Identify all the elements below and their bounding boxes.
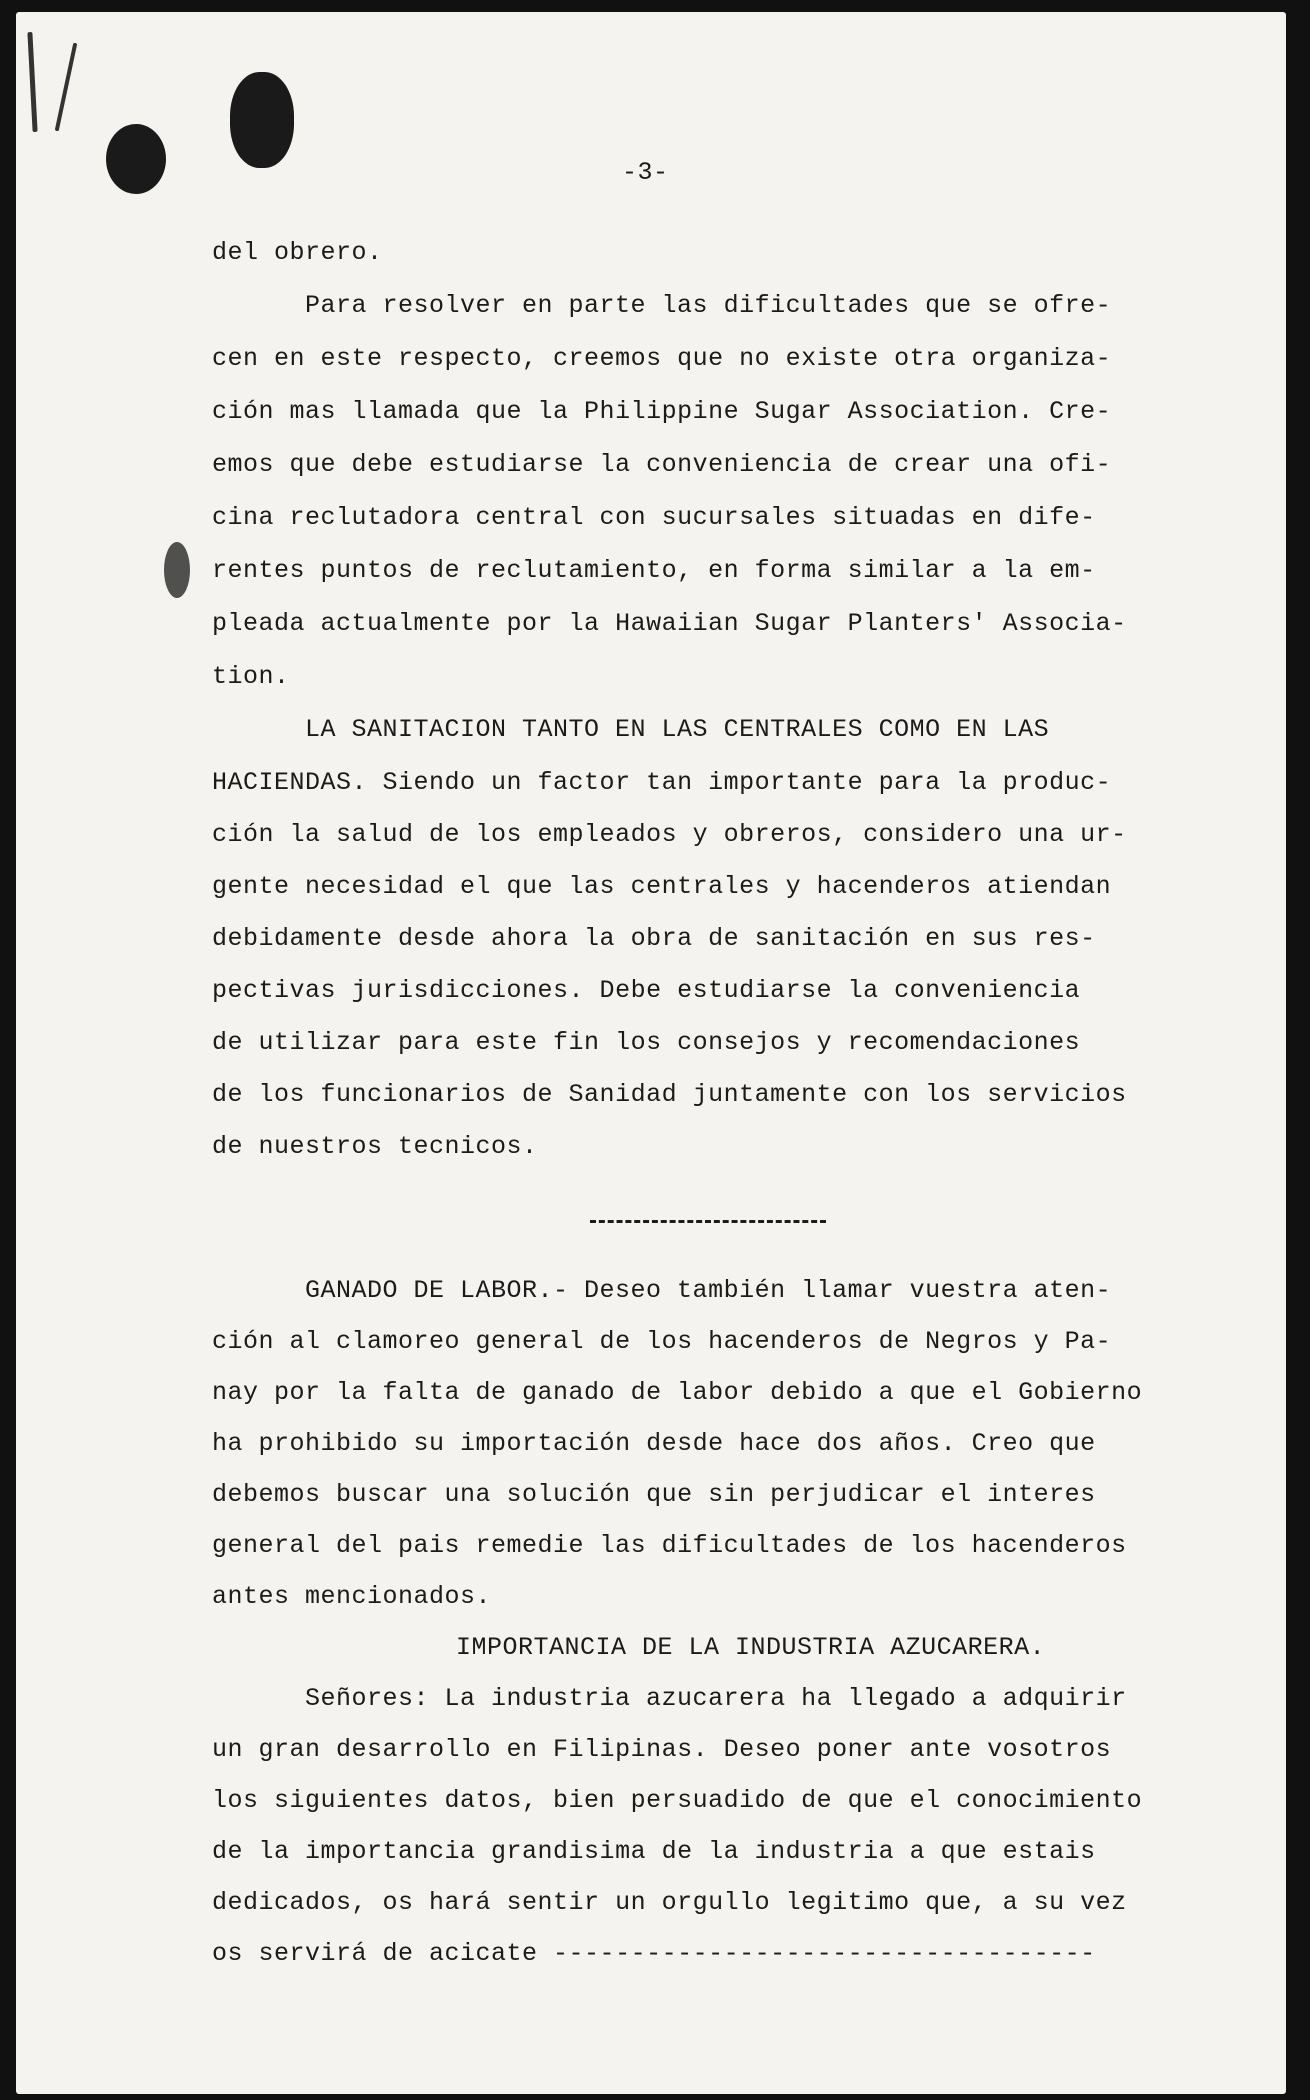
left-edge-mark-2 [55,43,78,132]
page-number: -3- [622,158,669,187]
text-line: de utilizar para este fin los consejos y recomendaciones [212,1028,1081,1057]
text-line: ha prohibido su importación desde hace dos años. Creo que [212,1429,1096,1458]
text-line: nay por la falta de ganado de labor debido a que el Gobierno [212,1378,1143,1407]
section-heading-ganado: GANADO DE LABOR.- Deseo también llamar vuestra aten- [305,1276,1112,1305]
text-line: antes mencionados. [212,1582,492,1611]
text-line: Para resolver en parte las dificultades que se ofre- [305,291,1112,320]
text-line: os servirá de acicate ----------------------------------- [212,1939,1096,1968]
text-line: los siguientes datos, bien persuadido de que el conocimiento [212,1786,1143,1815]
text-line: rentes puntos de reclutamiento, en forma similar a la em- [212,556,1096,585]
text-line: de los funcionarios de Sanidad juntamente con los servicios [212,1080,1127,1109]
text-line: HACIENDAS. Siendo un factor tan importante para la produc- [212,768,1112,797]
text-line: tion. [212,662,290,691]
text-line: de la importancia grandisima de la industria a que estais [212,1837,1096,1866]
text-line: ción la salud de los empleados y obreros, considero una ur- [212,820,1127,849]
text-line: debidamente desde ahora la obra de sanitación en sus res- [212,924,1096,953]
ink-blot [106,124,166,194]
ink-blot-tall [230,72,294,168]
text-line: un gran desarrollo en Filipinas. Deseo poner ante vosotros [212,1735,1112,1764]
section-heading-importancia: IMPORTANCIA DE LA INDUSTRIA AZUCARERA. [456,1633,1046,1662]
text-line: del obrero. [212,238,383,267]
text-line: cina reclutadora central con sucursales situadas en dife- [212,503,1096,532]
text-line: de nuestros tecnicos. [212,1132,538,1161]
left-edge-mark [27,32,37,132]
text-line: dedicados, os hará sentir un orgullo legitimo que, a su vez [212,1888,1127,1917]
ink-smudge [164,542,190,598]
document-page [16,12,1286,2094]
text-line: ción mas llamada que la Philippine Sugar Association. Cre- [212,397,1112,426]
text-line: gente necesidad el que las centrales y hacenderos atiendan [212,872,1112,901]
text-line: pleada actualmente por la Hawaiian Sugar Planters' Associa- [212,609,1127,638]
text-line: general del pais remedie las dificultades de los hacenderos [212,1531,1127,1560]
text-line: pectivas jurisdicciones. Debe estudiarse la conveniencia [212,976,1081,1005]
text-line: emos que debe estudiarse la conveniencia de crear una ofi- [212,450,1112,479]
text-line: Señores: La industria azucarera ha llegado a adquirir [305,1684,1127,1713]
text-line: debemos buscar una solución que sin perjudicar el interes [212,1480,1096,1509]
text-line: cen en este respecto, creemos que no existe otra organiza- [212,344,1112,373]
section-heading-sanitacion: LA SANITACION TANTO EN LAS CENTRALES COMO EN LAS [305,715,1050,744]
text-line: ción al clamoreo general de los hacenderos de Negros y Pa- [212,1327,1112,1356]
dashed-divider [590,1220,826,1223]
